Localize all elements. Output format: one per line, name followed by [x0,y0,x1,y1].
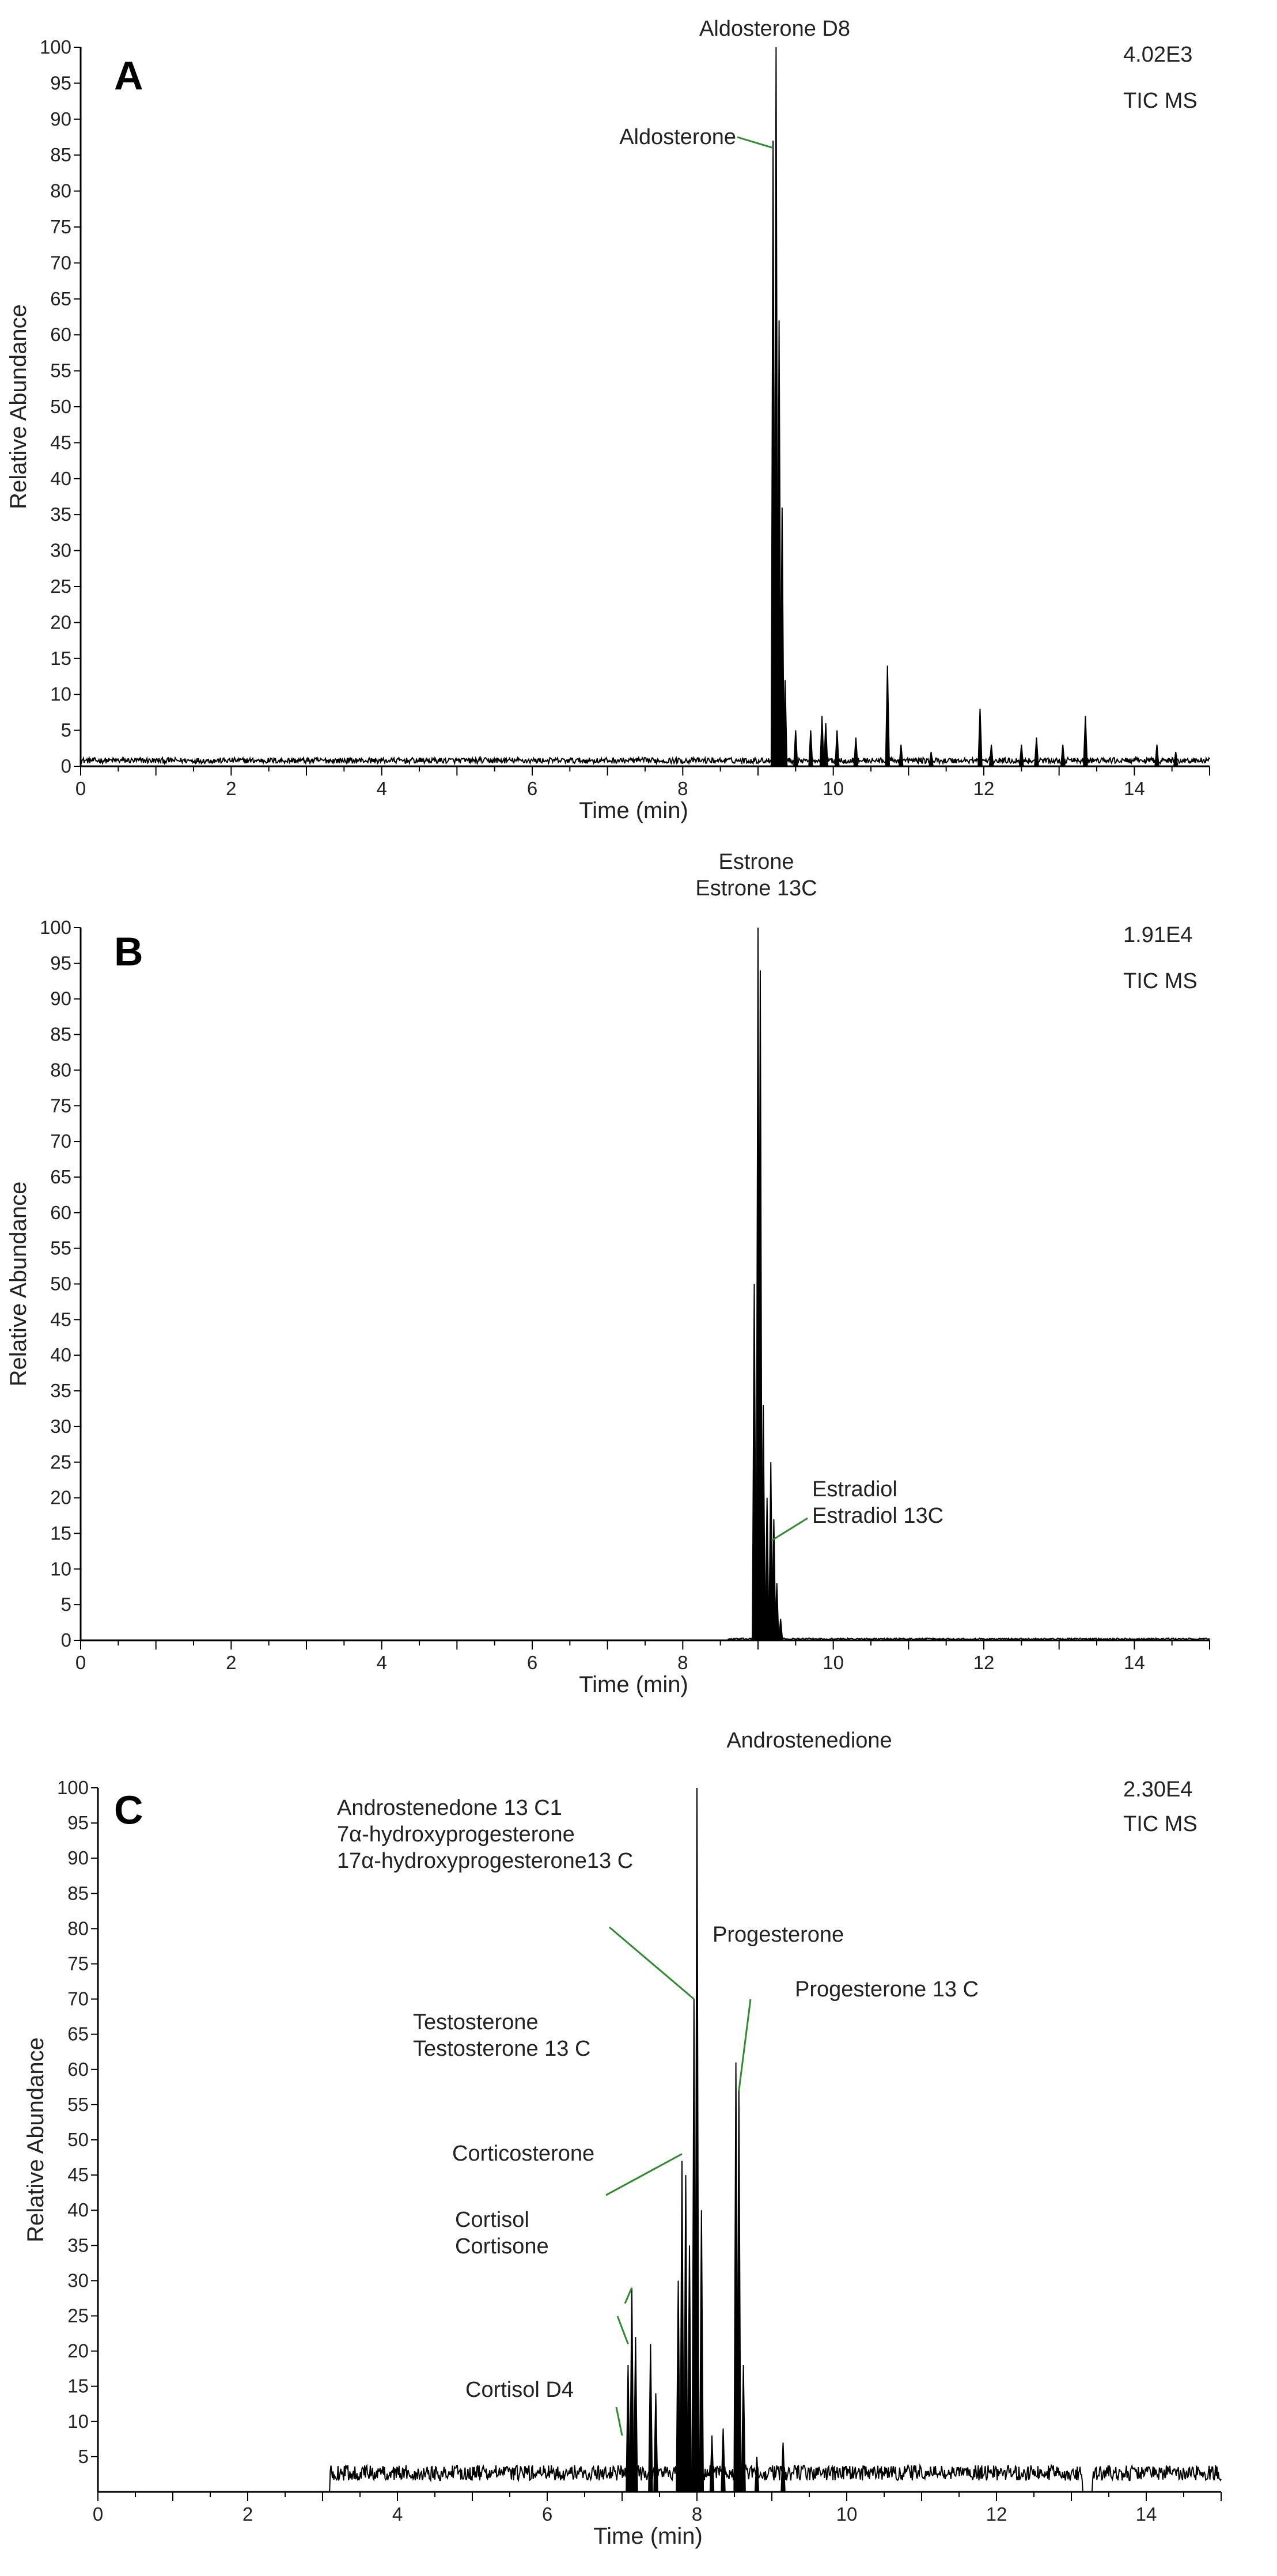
x-tick-label: 8 [677,778,688,799]
y-tick-label: 75 [67,1953,89,1974]
x-tick-label: 8 [691,2503,703,2525]
x-tick-label: 8 [677,1652,688,1673]
x-axis-label: Time (min) [579,798,688,823]
y-tick-label: 65 [67,2023,89,2045]
x-tick-label: 4 [376,1652,387,1673]
y-tick-label: 20 [50,611,71,633]
trace-label: TIC MS [1123,1812,1198,1836]
y-tick-label: 55 [67,2093,89,2115]
y-tick-label: 65 [50,288,71,309]
x-tick-label: 10 [823,1652,844,1673]
annotation-leader [617,2316,628,2344]
x-tick-label: 12 [986,2503,1007,2525]
y-tick-label: 10 [50,683,71,705]
y-tick-label: 30 [67,2269,89,2291]
peak [688,2245,692,2492]
x-tick-label: 2 [226,778,237,799]
y-tick-label: 80 [67,1917,89,1939]
y-tick-label: 30 [50,1415,71,1437]
y-tick-label: 90 [67,1847,89,1869]
y-tick-label: 85 [67,1882,89,1904]
y-tick-label: 40 [67,2199,89,2221]
peak [1083,716,1087,766]
peak [680,2161,684,2492]
y-tick-label: 40 [50,467,71,489]
x-tick-label: 14 [1135,2503,1157,2525]
peak [700,2210,704,2492]
peak-annotation: Corticosterone [452,2142,595,2166]
baseline-trace [98,2465,1221,2492]
intensity-label: 2.30E4 [1123,1777,1193,1802]
y-tick-label: 30 [50,539,71,561]
y-tick-label: 75 [50,1095,71,1117]
y-tick-label: 50 [50,1273,71,1295]
peak [684,2175,688,2492]
y-tick-label: 60 [50,1201,71,1223]
annotation-leader [609,1927,694,1999]
peak [779,1619,783,1640]
y-tick-label: 45 [50,1308,71,1330]
peak [885,665,889,766]
y-tick-label: 25 [67,2305,89,2327]
peak [1035,737,1039,766]
y-tick-label: 35 [50,1380,71,1402]
peak [626,2365,630,2492]
y-axis-label: Relative Abundance [6,304,31,509]
y-tick-label: 80 [50,1059,71,1081]
y-tick-label: 15 [50,647,71,669]
x-tick-label: 4 [376,778,387,799]
x-tick-label: 4 [392,2503,403,2525]
trace-label: TIC MS [1123,89,1198,113]
peak [899,745,903,766]
y-tick-label: 40 [50,1344,71,1366]
y-tick-label: 10 [67,2410,89,2432]
y-tick-label: 5 [78,2445,89,2467]
y-tick-label: 80 [50,180,71,202]
y-tick-label: 100 [39,917,71,938]
y-tick-label: 100 [39,36,71,58]
peak [676,2280,680,2492]
peak [990,745,994,766]
x-tick-label: 12 [973,1652,995,1673]
chart-panel-c [23,1728,1221,2549]
y-tick-label: 50 [50,396,71,417]
y-tick-label: 90 [50,108,71,130]
x-tick-label: 12 [973,778,995,799]
panel-letter: A [114,53,143,99]
annotation-leader [772,1518,808,1541]
peak [820,716,824,766]
peak [781,2442,785,2492]
y-tick-label: 90 [50,988,71,1009]
chart-panel-a [6,17,1210,823]
y-axis-label: Relative Abundance [23,2037,48,2242]
peak-annotation: Aldosterone [619,125,736,149]
peak [695,1788,699,2492]
peak [649,2344,653,2492]
peak-annotation: Androstenedione [726,1728,892,1753]
peak-annotation: Cortisol Cortisone [455,2208,549,2259]
y-tick-label: 45 [50,432,71,453]
x-tick-label: 0 [75,778,86,799]
peak [978,709,982,766]
x-tick-label: 0 [75,1652,86,1673]
intensity-label: 1.91E4 [1123,923,1193,947]
x-tick-label: 10 [823,778,844,799]
annotation-leader [737,137,773,148]
y-tick-label: 5 [60,719,71,741]
y-tick-label: 85 [50,1023,71,1045]
peak-annotation: Progesterone [713,1923,844,1947]
y-tick-label: 0 [60,1629,71,1651]
peak-annotation: Estrone Estrone 13C [695,850,817,901]
x-axis-label: Time (min) [579,1672,688,1697]
peak [741,2365,745,2492]
peak [794,731,798,766]
annotation-leader [616,2407,622,2435]
annotation-leader [606,2154,682,2195]
x-tick-label: 2 [242,2503,253,2525]
y-tick-label: 95 [50,72,71,94]
y-tick-label: 35 [67,2234,89,2256]
peak [854,737,858,766]
peak [737,2090,741,2492]
y-tick-label: 60 [50,324,71,346]
peak [929,752,933,766]
x-tick-label: 2 [226,1652,237,1673]
y-tick-label: 85 [50,144,71,166]
peak-annotation: Cortisol D4 [465,2378,574,2402]
y-tick-label: 35 [50,504,71,525]
y-tick-label: 65 [50,1166,71,1187]
peak [755,2457,759,2492]
x-tick-label: 6 [526,778,538,799]
y-axis-label: Relative Abundance [6,1181,31,1387]
y-tick-label: 55 [50,360,71,381]
peak-annotation: Progesterone 13 C [795,1977,979,2002]
annotation-leader [739,1999,751,2090]
panel-letter: B [114,929,143,974]
x-tick-label: 6 [541,2503,553,2525]
peak-annotation: Androstenedone 13 C1 7α-hydroxyprogesterone 17α-hydroxyprogesterone13 C [337,1796,634,1873]
peak-annotation: Aldosterone D8 [699,17,850,41]
x-tick-label: 14 [1123,778,1145,799]
y-tick-label: 70 [50,1130,71,1152]
peak [1174,752,1178,766]
peak [809,731,813,766]
baseline-trace [81,758,1210,763]
y-tick-label: 10 [50,1558,71,1580]
y-tick-label: 60 [67,2058,89,2080]
panel-letter: C [114,1787,143,1833]
trace-label: TIC MS [1123,969,1198,993]
peak [654,2393,658,2492]
y-tick-label: 0 [60,755,71,777]
x-tick-label: 6 [526,1652,538,1673]
y-tick-label: 15 [67,2375,89,2397]
y-tick-label: 95 [50,952,71,974]
peak [1061,745,1065,766]
annotation-leader [625,2288,632,2303]
peak [630,2288,634,2492]
peak [824,723,828,766]
peak [710,2435,714,2492]
y-tick-label: 55 [50,1237,71,1259]
y-tick-label: 100 [56,1777,89,1798]
y-tick-label: 5 [60,1594,71,1616]
peak [835,731,839,766]
y-tick-label: 25 [50,576,71,597]
intensity-label: 4.02E3 [1123,43,1193,67]
peak [780,508,785,766]
x-axis-label: Time (min) [593,2524,703,2549]
y-tick-label: 50 [67,2129,89,2150]
y-tick-label: 70 [50,252,71,274]
x-tick-label: 10 [836,2503,858,2525]
y-tick-label: 15 [50,1522,71,1544]
y-tick-label: 75 [50,216,71,237]
y-tick-label: 20 [50,1486,71,1508]
y-tick-label: 20 [67,2340,89,2362]
y-tick-label: 95 [67,1812,89,1834]
peak [752,1284,756,1641]
peak [765,1498,769,1640]
x-tick-label: 14 [1123,1652,1145,1673]
peak [634,2337,638,2492]
x-tick-label: 0 [92,2503,104,2525]
peak [1155,745,1159,766]
chart-panel-b [6,850,1210,1697]
peak [1020,745,1024,766]
y-tick-label: 25 [50,1451,71,1473]
peak-annotation: Testosterone Testosterone 13 C [413,2010,591,2061]
peak-annotation: Estradiol Estradiol 13C [812,1477,944,1528]
peak [721,2429,725,2492]
y-tick-label: 45 [67,2164,89,2186]
y-tick-label: 70 [67,1988,89,2010]
